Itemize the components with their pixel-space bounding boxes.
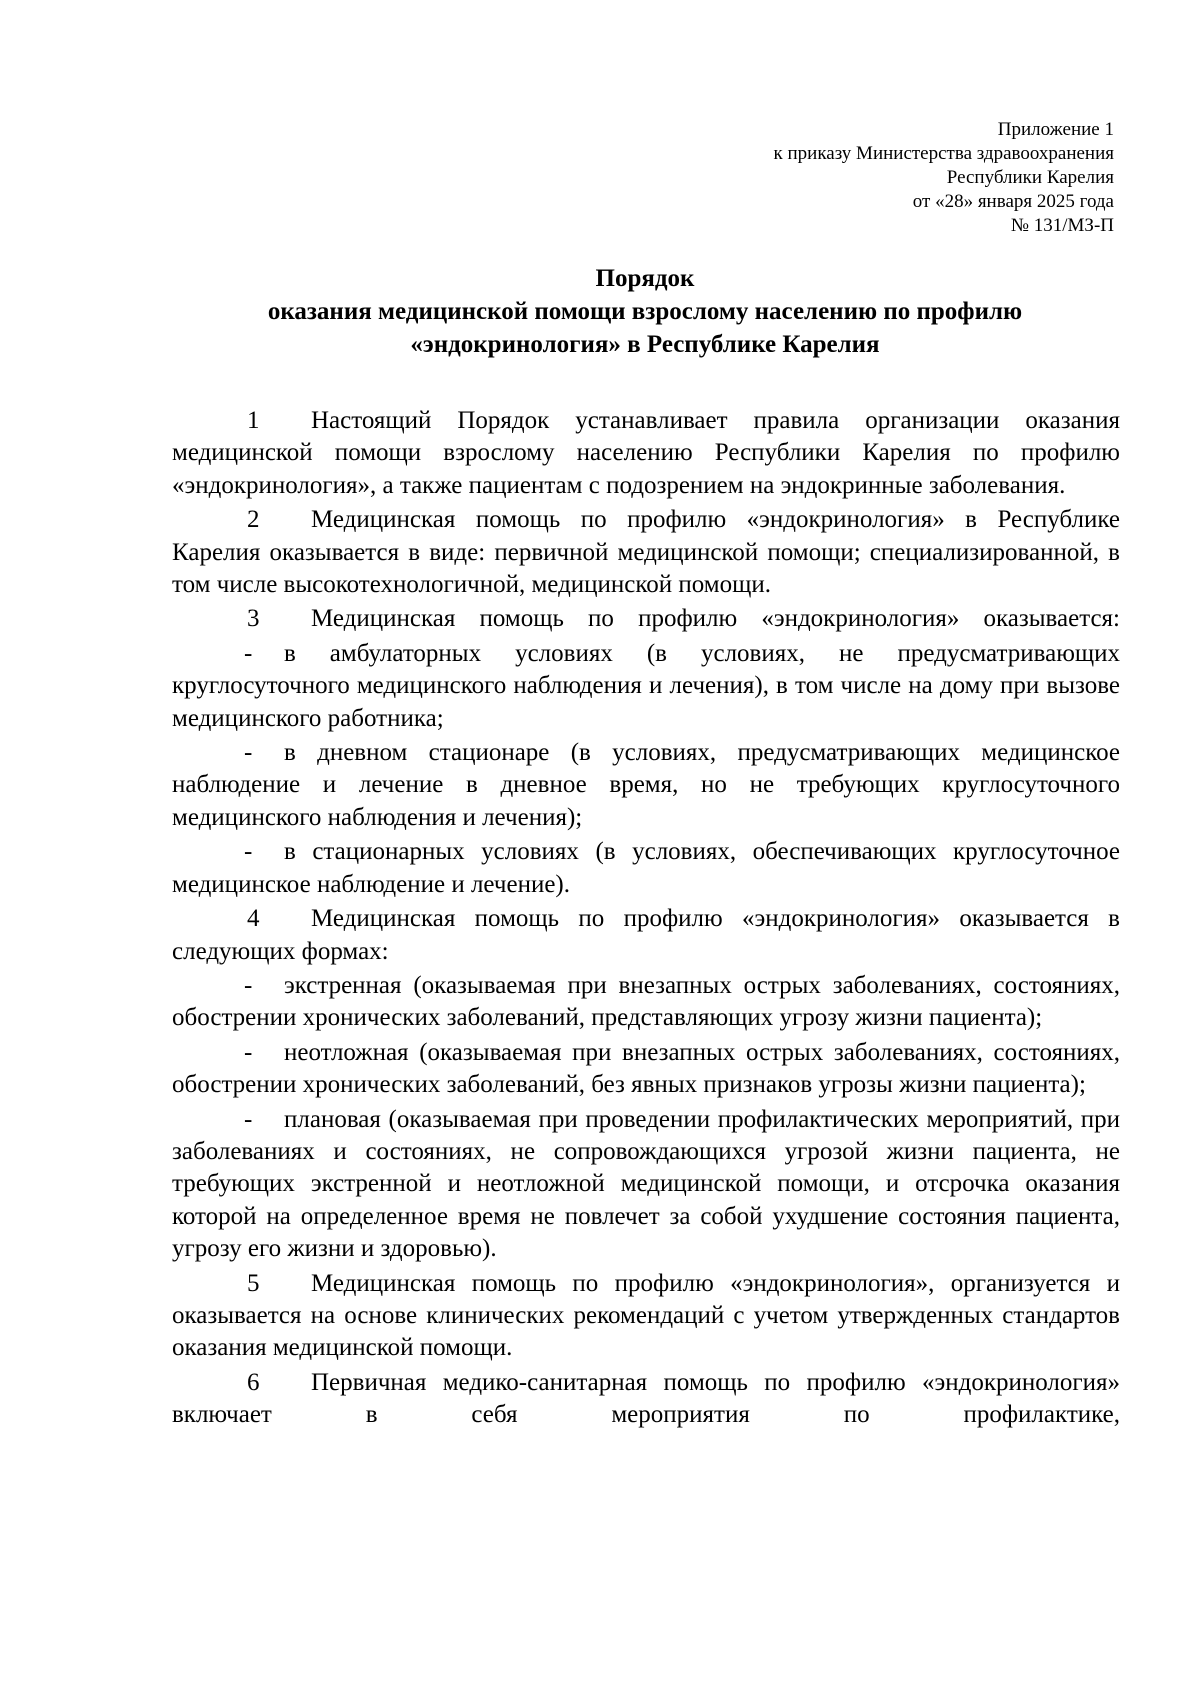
title-line-3: «эндокринология» в Республике Карелия — [410, 331, 880, 358]
approval-line-1: Приложение 1 — [997, 119, 1114, 140]
section-3-list-item — [172, 836, 1120, 901]
list-item-text: экстренная (оказываемая при внезапных острых заболеваниях, состояниях, обострении хронических заболеваний, представляющих угрозу жизни пациента); — [172, 971, 1120, 1032]
approval-line-5: № 131/МЗ-П — [1010, 215, 1114, 236]
section-6-number: 6 — [247, 1368, 260, 1396]
approval-stamp-block — [774, 118, 1115, 238]
section-6 — [172, 1367, 1120, 1432]
section-1-number: 1 — [247, 407, 260, 434]
list-dash: - — [244, 1038, 253, 1066]
list-item-text: в дневном стационаре (в условиях, предусматривающих медицинское наблюдение и лечение в дневное время, но не требующих круглосуточного медицинского наблюдения и лечения); — [172, 739, 1120, 831]
list-dash: - — [244, 1105, 253, 1133]
document-title — [170, 262, 1120, 361]
section-4-list-item — [172, 1104, 1120, 1266]
section-4-list-item — [172, 970, 1120, 1035]
list-item-text: неотложная (оказываемая при внезапных острых заболеваниях, состояниях, обострении хронических заболеваний, без явных признаков угрозы жизни пациента); — [172, 1038, 1120, 1099]
section-3 — [172, 603, 1120, 635]
section-4-list-item — [172, 1037, 1120, 1102]
section-3-text: Медицинская помощь по профилю «эндокринология» оказывается: — [311, 605, 1120, 633]
list-item-text: плановая (оказываемая при проведении профилактических мероприятий, при заболеваниях и состояниях, не сопровождающихся угрозой жизни пациента, не требующих экстренной и неотложной медицинской помощи, и отсрочка оказания которой на определенное время не повлечет за собой ухудшение состояния пациента, угрозу его жизни и здоровью). — [172, 1105, 1120, 1263]
section-3-list-item — [172, 737, 1120, 834]
section-5-text: Медицинская помощь по профилю «эндокринология», организуется и оказывается на основе клинических рекомендаций с учетом утвержденных стандартов оказания медицинской помощи. — [172, 1269, 1120, 1362]
list-dash: - — [244, 838, 253, 866]
section-5 — [172, 1268, 1120, 1365]
approval-line-2: к приказу Министерства здравоохранения — [773, 143, 1114, 164]
section-3-number: 3 — [247, 605, 260, 633]
section-2-text: Медицинская помощь по профилю «эндокринология» в Республике Карелия оказывается в виде: первичной медицинской помощи; специализированной, в том числе высокотехнологичной, медицинской помощи. — [172, 506, 1120, 599]
section-1 — [172, 405, 1120, 502]
list-dash: - — [244, 971, 253, 999]
section-2-number: 2 — [247, 506, 260, 534]
list-item-text: в стационарных условиях (в условиях, обеспечивающих круглосуточное медицинское наблюдение и лечение). — [172, 838, 1120, 898]
list-dash: - — [244, 639, 253, 667]
title-line-1: Порядок — [595, 265, 695, 292]
list-dash: - — [244, 739, 253, 767]
section-2 — [172, 504, 1120, 601]
section-4-number: 4 — [247, 905, 260, 933]
section-3-list-item — [172, 638, 1120, 735]
section-5-number: 5 — [247, 1269, 260, 1297]
approval-line-4: от «28» января 2025 года — [912, 191, 1114, 212]
approval-line-3: Республики Карелия — [946, 167, 1114, 188]
section-4 — [172, 903, 1120, 968]
section-1-text: Настоящий Порядок устанавливает правила организации оказания медицинской помощи взрослому населению Республики Карелия по профилю «эндокринология», а также пациентам с подозрением на эндокринные заболевания. — [172, 407, 1120, 499]
section-4-text: Медицинская помощь по профилю «эндокринология» оказывается в следующих формах: — [172, 905, 1120, 965]
section-6-text: Первичная медико-санитарная помощь по профилю «эндокринология» включает в себя мероприятия по профилактике, — [172, 1368, 1120, 1429]
title-line-2: оказания медицинской помощи взрослому населению по профилю — [267, 298, 1023, 325]
document-body — [172, 405, 1120, 1432]
list-item-text: в амбулаторных условиях (в условиях, не предусматривающих круглосуточного медицинского наблюдения и лечения), в том числе на дому при вызове медицинского работника; — [172, 639, 1120, 732]
